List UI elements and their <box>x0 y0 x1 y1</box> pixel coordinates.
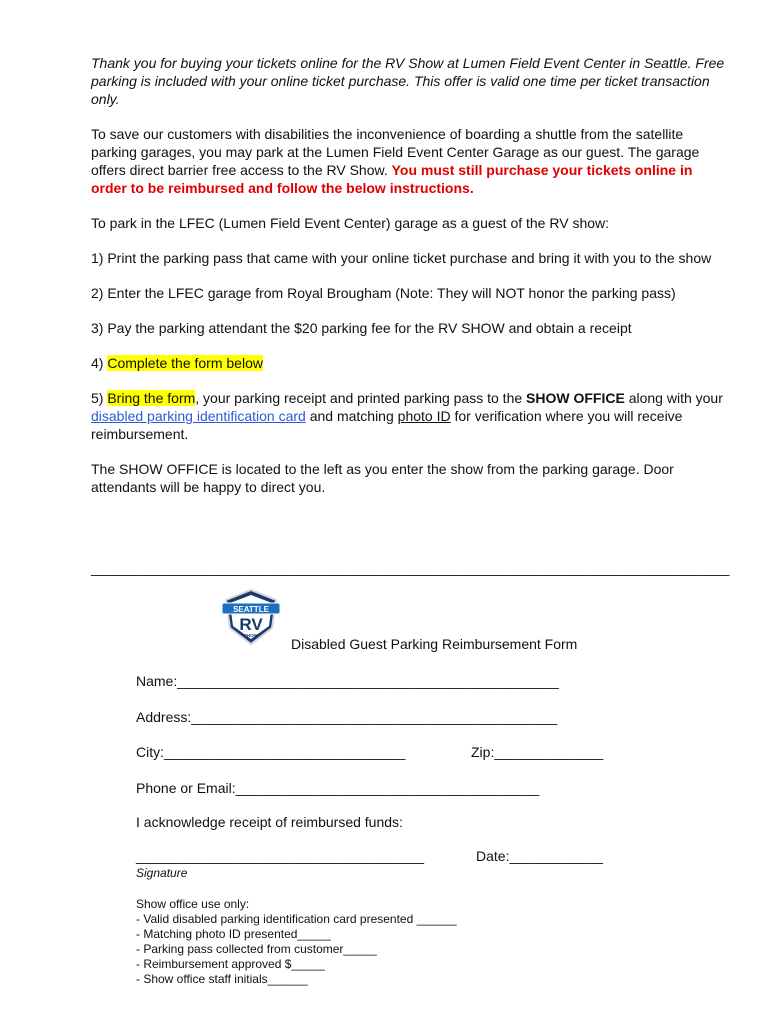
date-field[interactable]: Date:____________ <box>476 848 603 864</box>
purchase-warning: You must still purchase your tickets online in order to be reimbursed and follow the below instructions. <box>91 162 693 196</box>
address-field[interactable]: Address:_______________________________________________ <box>136 709 558 725</box>
signature-label: Signature <box>136 866 188 880</box>
office-use-section <box>136 897 457 987</box>
step-5-text-c: and matching <box>305 408 398 424</box>
phone-email-field[interactable]: Phone or Email:_______________________________________ <box>136 780 540 796</box>
step-5-text-b: along with your <box>624 390 723 406</box>
garage-intro: To park in the LFEC (Lumen Field Event Center) garage as a guest of the RV show: <box>91 215 610 231</box>
signature-field[interactable]: _____________________________________ <box>136 848 425 864</box>
step-5-text-a: , your parking receipt and printed parking pass to the <box>195 390 527 406</box>
accessibility-paragraph <box>91 125 731 197</box>
zip-field[interactable]: Zip:______________ <box>471 744 604 760</box>
step-3: 3) Pay the parking attendant the $20 parking fee for the RV SHOW and obtain a receipt <box>91 320 632 336</box>
show-office-bold: SHOW OFFICE <box>526 390 625 406</box>
disabled-card-link[interactable]: disabled parking identification card <box>91 408 306 424</box>
step-5-highlight: Bring the form <box>107 390 196 406</box>
instructions <box>91 54 731 496</box>
step-5-text-d: for verification where you will receive reimbursement. <box>91 408 683 442</box>
step-1: 1) Print the parking pass that came with your online ticket purchase and bring it with you to the show <box>91 250 712 266</box>
office-item-photo-id: - Matching photo ID presented_____ <box>136 927 331 941</box>
logo-main-text: RV <box>239 615 263 634</box>
form-title: Disabled Guest Parking Reimbursement Form <box>291 636 578 652</box>
office-location-text: The SHOW OFFICE is located to the left as you enter the show from the parking garage. Door attendants will be happy to direct you. <box>91 461 674 495</box>
step-5-number: 5) <box>91 390 108 406</box>
photo-id-underlined: photo ID <box>397 408 451 424</box>
name-field[interactable]: Name:_________________________________________________ <box>136 673 559 689</box>
divider-rule: __________________________________________________________________________________ <box>91 560 730 576</box>
office-item-reimbursement: - Reimbursement approved $_____ <box>136 957 325 971</box>
office-item-initials: - Show office staff initials______ <box>136 972 308 986</box>
step-4-highlight: Complete the form below <box>107 355 263 371</box>
acknowledge-label: I acknowledge receipt of reimbursed funds: <box>136 814 403 830</box>
logo-top-text: SEATTLE <box>233 605 269 614</box>
logo-bottom-text: SHOW <box>244 633 258 638</box>
city-field[interactable]: City:_______________________________ <box>136 744 406 760</box>
step-2: 2) Enter the LFEC garage from Royal Brougham (Note: They will NOT honor the parking pass) <box>91 285 676 301</box>
office-use-title: Show office use only: <box>136 897 250 911</box>
accessibility-text: To save our customers with disabilities the inconvenience of boarding a shuttle from the satellite parking garages, you may park at the Lumen Field Event Center Garage as our guest. The garage offers direct barrier free access to the RV Show. <box>91 126 700 178</box>
office-item-pass: - Parking pass collected from customer_____ <box>136 942 377 956</box>
intro-text: Thank you for buying your tickets online for the RV Show at Lumen Field Event Center in Seattle. Free parking is included with your online ticket purchase. This offer is valid one time per ticket transaction only. <box>91 55 725 107</box>
step-5 <box>91 389 731 443</box>
office-item-card: - Valid disabled parking identification card presented ______ <box>136 912 457 926</box>
step-4 <box>91 354 731 372</box>
seattle-rv-show-logo <box>218 588 284 646</box>
step-4-number: 4) <box>91 355 108 371</box>
